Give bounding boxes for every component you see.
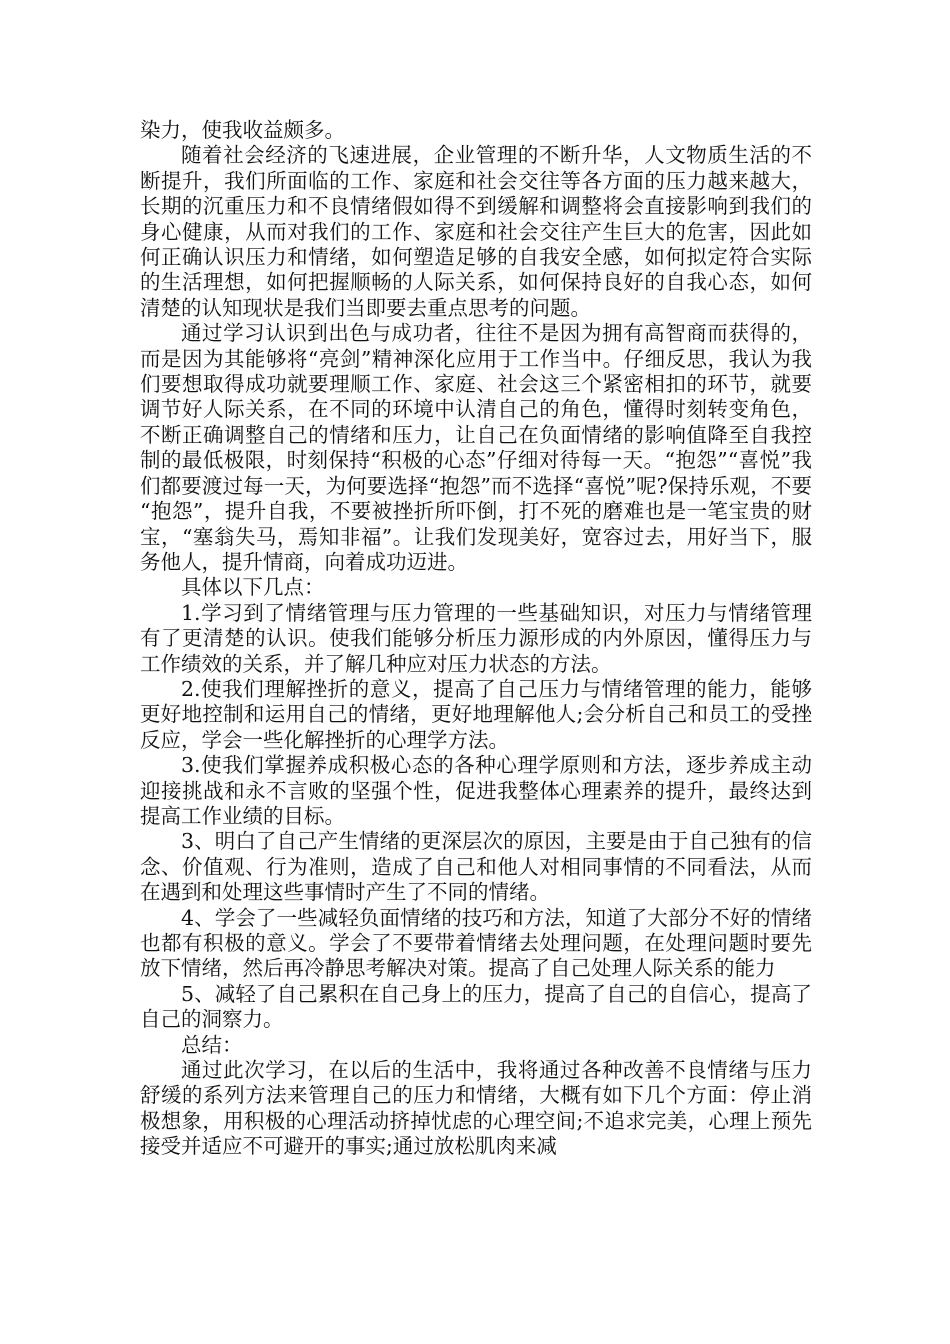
document-body (140, 118, 812, 1160)
paragraph-point-5: 5、减轻了自己累积在自己身上的压力，提高了自己的自信心，提高了自己的洞察力。 (140, 981, 812, 1032)
paragraph-summary: 通过此次学习，在以后的生活中，我将通过各种改善不良情绪与压力舒缓的系列方法来管理自己的压力和情绪，大概有如下几个方面：停止消极想象，用积极的心理活动挤掉忧虑的心理空间;不追求完美，心理上预先接受并适应不可避开的事实;通过放松肌肉来减 (140, 1058, 812, 1159)
paragraph-point-1: 1.学习到了情绪管理与压力管理的一些基础知识，对压力与情绪管理有了更清楚的认识。使我们能够分析压力源形成的内外原因，懂得压力与工作绩效的关系，并了解几种应对压力状态的方法。 (140, 600, 812, 676)
paragraph-reflection: 通过学习认识到出色与成功者，往往不是因为拥有高智商而获得的，而是因为其能够将“亮剑”精神深化应用于工作当中。仔细反思，我认为我们要想取得成功就要理顺工作、家庭、社会这三个紧密相扣的环节，就要调节好人际关系，在不同的环境中认清自己的角色，懂得时刻转变角色，不断正确调整自己的情绪和压力，让自己在负面情绪的影响值降至自我控制的最低极限，时刻保持“积极的心态”仔细对待每一天。“抱怨”“喜悦”我们都要渡过每一天，为何要选择“抱怨”而不选择“喜悦”呢?保持乐观，不要“抱怨”，提升自我，不要被挫折所吓倒，打不死的磨难也是一笔宝贵的财宝，“塞翁失马，焉知非福”。让我们发现美好，宽容过去，用好当下，服务他人，提升情商，向着成功迈进。 (140, 321, 812, 574)
paragraph-background: 随着社会经济的飞速进展，企业管理的不断升华，人文物质生活的不断提升，我们所面临的工作、家庭和社会交往等各方面的压力越来越大，长期的沉重压力和不良情绪假如得不到缓解和调整将会直接影响到我们的身心健康，从而对我们的工作、家庭和社会交往产生巨大的危害，因此如何正确认识压力和情绪，如何塑造足够的自我安全感，如何拟定符合实际的生活理想，如何把握顺畅的人际关系，如何保持良好的自我心态，如何清楚的认知现状是我们当即要去重点思考的问题。 (140, 143, 812, 320)
paragraph-summary-heading: 总结： (181, 1032, 243, 1057)
paragraph-continuation: 染力，使我收益颇多。 (140, 118, 345, 142)
paragraph-points-heading: 具体以下几点： (181, 575, 325, 600)
paragraph-point-3b: 3、明白了自己产生情绪的更深层次的原因，主要是由于自己独有的信念、价值观、行为准则，造成了自己和他人对相同事情的不同看法，从而在遇到和处理这些事情时产生了不同的情绪。 (140, 829, 812, 905)
paragraph-point-3: 3.使我们掌握养成积极心态的各种心理学原则和方法，逐步养成主动迎接挑战和永不言败的坚强个性，促进我整体心理素养的提升，最终达到提高工作业绩的目标。 (140, 753, 812, 828)
paragraph-point-4: 4、学会了一些减轻负面情绪的技巧和方法，知道了大部分不好的情绪也都有积极的意义。学会了不要带着情绪去处理问题，在处理问题时要先放下情绪，然后再冷静思考解决对策。提高了自己处理人际关系的能力 (140, 905, 812, 981)
paragraph-point-2: 2.使我们理解挫折的意义，提高了自己压力与情绪管理的能力，能够更好地控制和运用自己的情绪，更好地理解他人;会分析自己和员工的受挫反应，学会一些化解挫折的心理学方法。 (140, 676, 812, 752)
